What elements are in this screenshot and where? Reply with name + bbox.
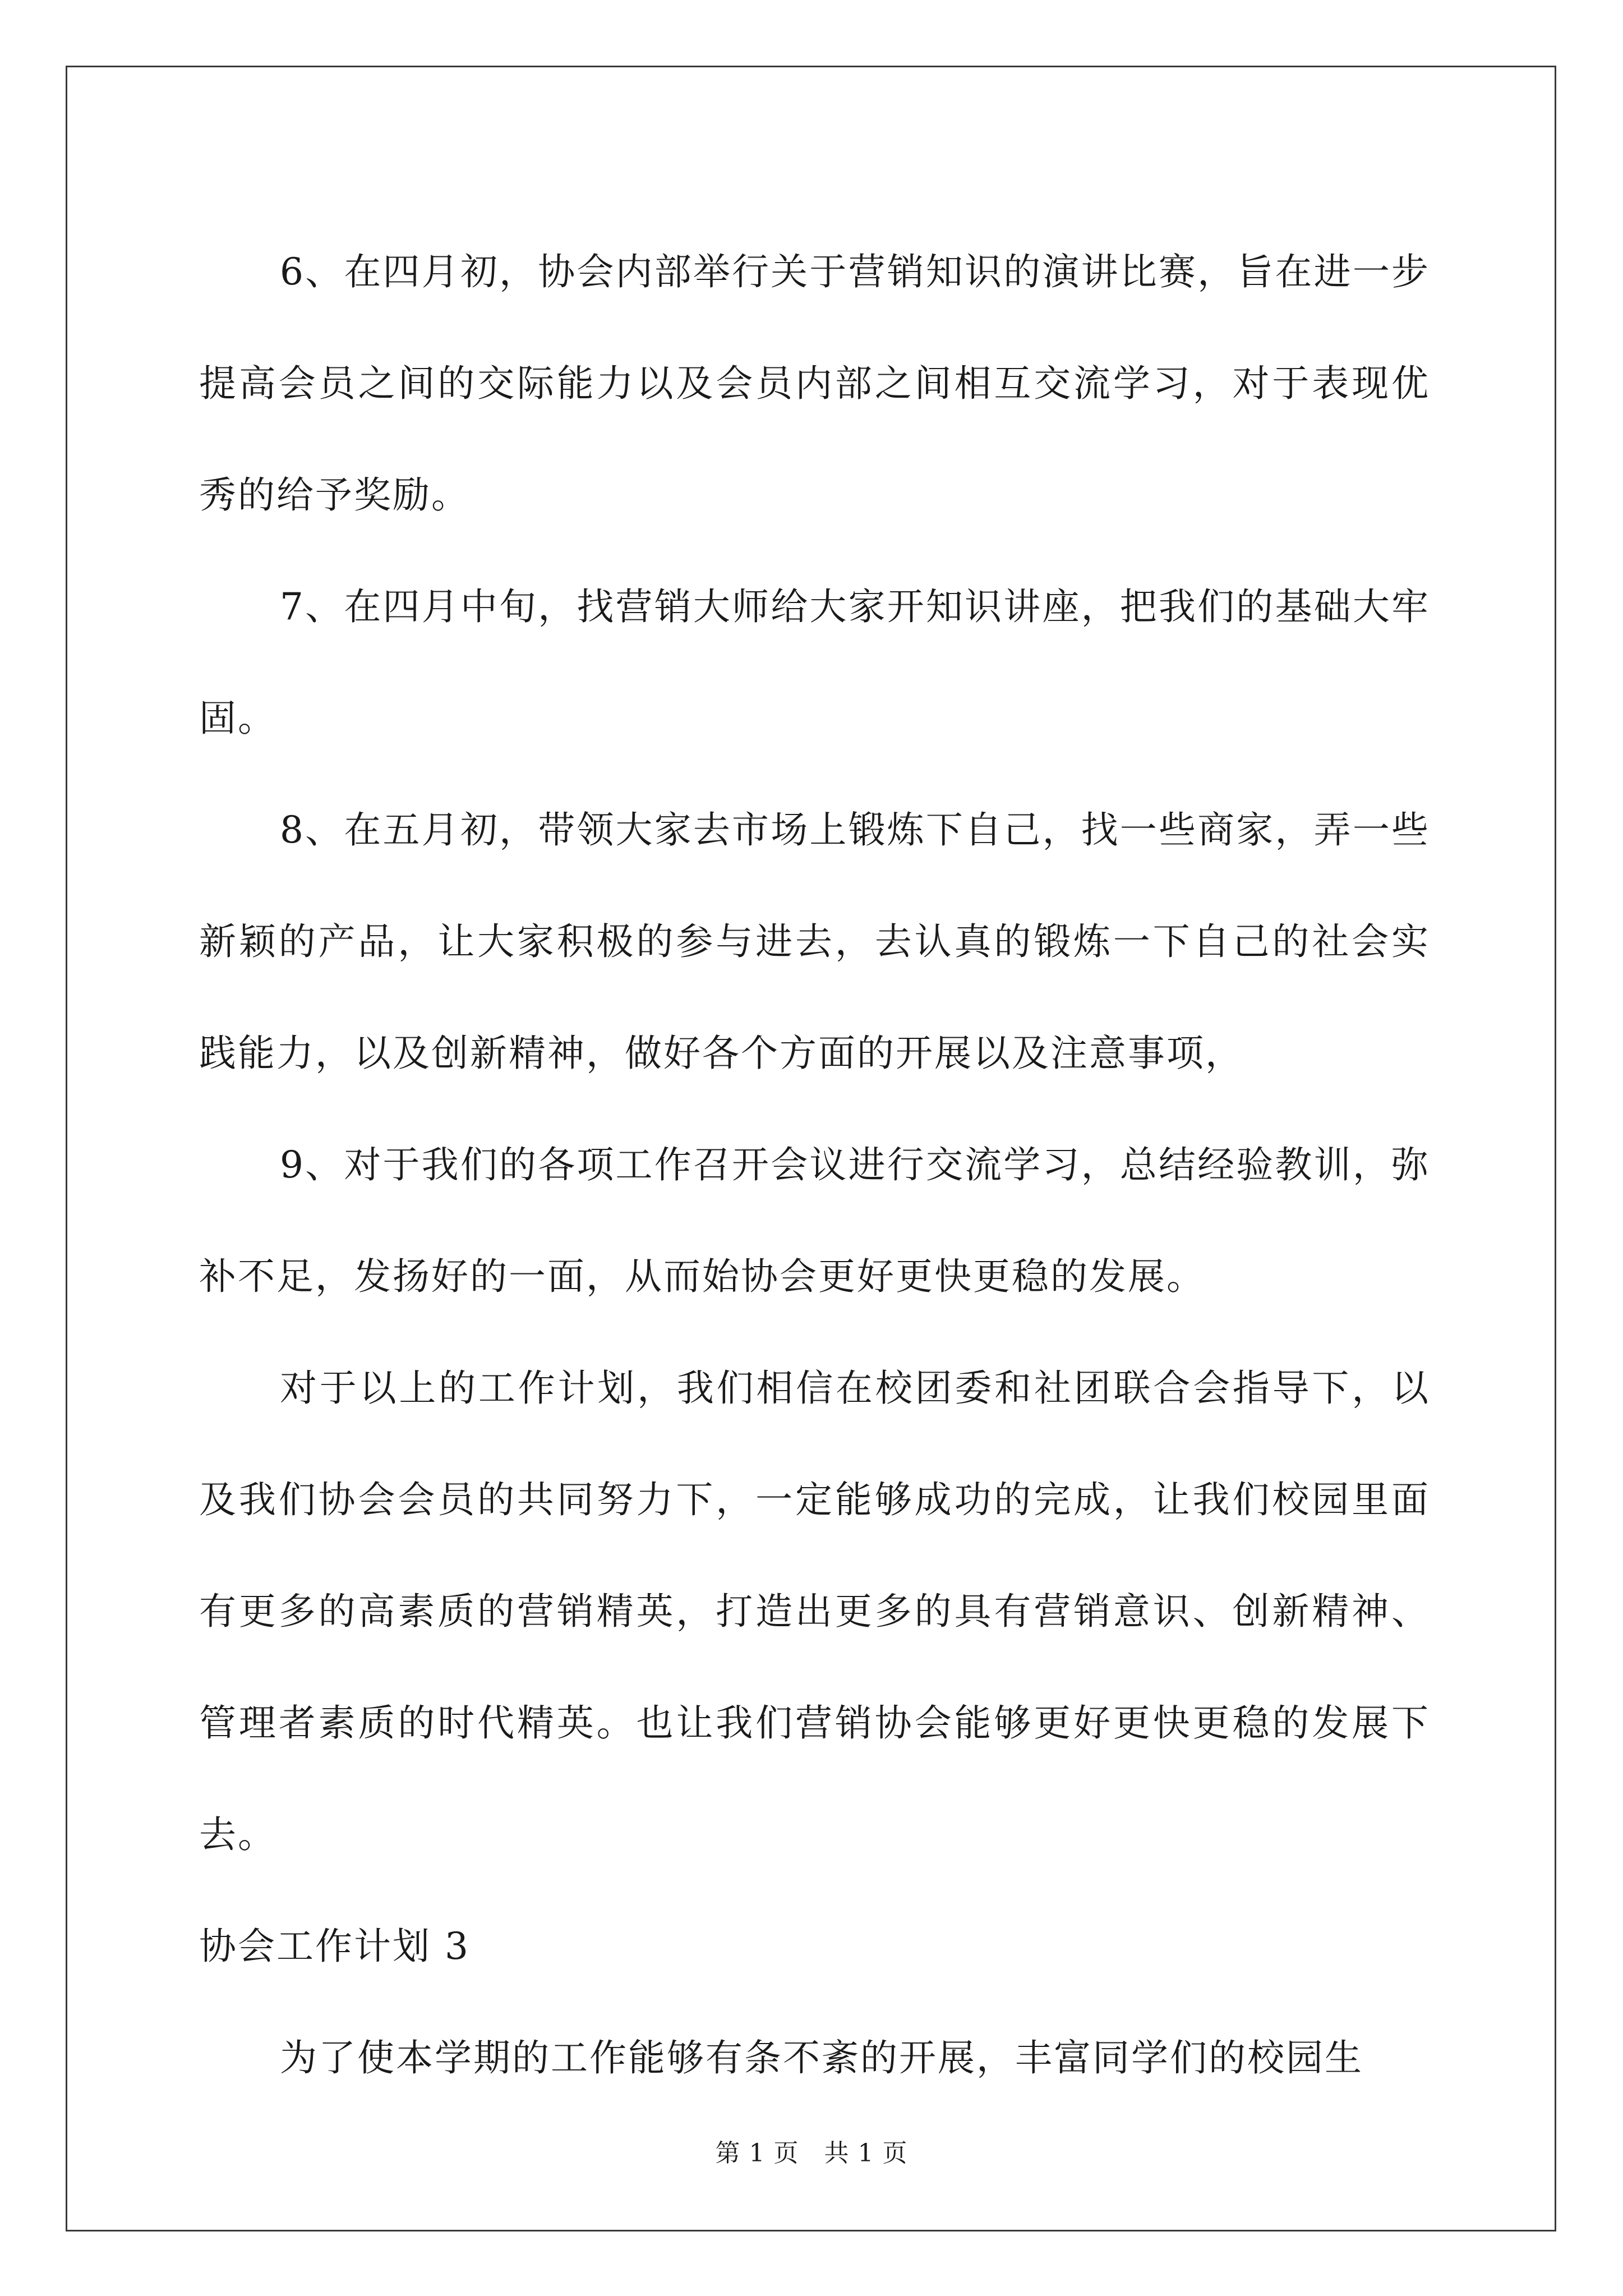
paragraph-item-8: 8、在五月初，带领大家去市场上锻炼下自己，找一些商家，弄一些新颖的产品，让大家积极的参与进去，去认真的锻炼一下自己的社会实践能力，以及创新精神，做好各个方面的开展以及注意事项，	[199, 808, 1430, 1075]
paragraph-item-7: 7、在四月中旬，找营销大师给大家开知识讲座，把我们的基础大牢固。	[199, 585, 1430, 740]
paragraph-item-9: 9、对于我们的各项工作召开会议进行交流学习，总结经验教训，弥补不足，发扬好的一面，从而始协会更好更快更稳的发展。	[199, 1143, 1430, 1298]
paragraph-conclusion: 对于以上的工作计划，我们相信在校团委和社团联合会指导下，以及我们协会会员的共同努力下，一定能够成功的完成，让我们校园里面有更多的高素质的营销精英，打造出更多的具有营销意识、创新精神、管理者素质的时代精英。也让我们营销协会能够更好更快更稳的发展下去。	[199, 1366, 1430, 1856]
paragraph-intro-plan-3: 为了使本学期的工作能够有条不紊的开展，丰富同学们的校园生	[280, 2036, 1363, 2079]
document-body	[199, 216, 1430, 2114]
section-heading: 协会工作计划 3	[199, 1925, 470, 1968]
page-footer: 第 1 页 共 1 页	[715, 2139, 908, 2168]
paragraph-item-6: 6、在四月初，协会内部举行关于营销知识的演讲比赛，旨在进一步提高会员之间的交际能力以及会员内部之间相互交流学习，对于表现优秀的给予奖励。	[199, 250, 1430, 517]
